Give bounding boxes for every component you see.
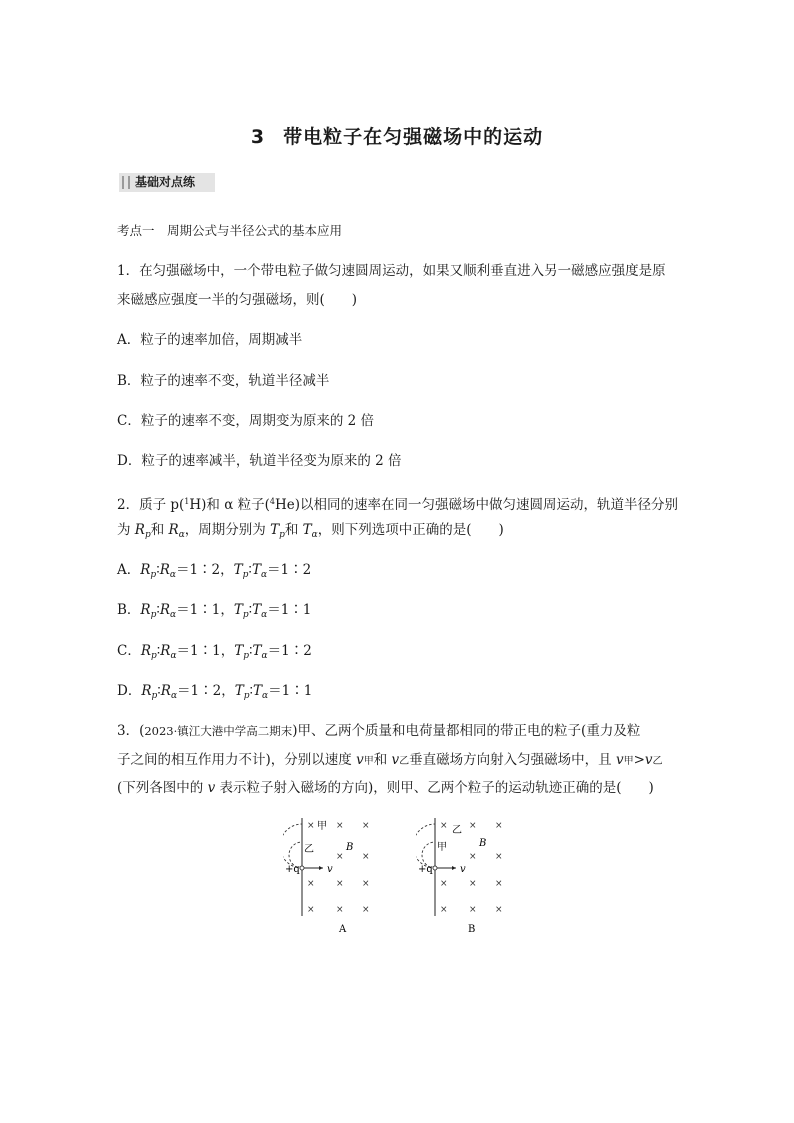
svg-text:×: × [307, 905, 315, 915]
svg-text:×: × [440, 905, 448, 915]
svg-text:×: × [362, 905, 370, 915]
particle-dot [300, 866, 304, 870]
outer-label: 甲 [317, 821, 327, 832]
trajectory-outer [416, 824, 435, 868]
outer-label: 乙 [452, 825, 462, 836]
field-label: B [479, 838, 487, 849]
svg-text:×: × [469, 821, 477, 831]
q1-option-c: C．粒子的速率不变，周期变为原来的 2 倍 [117, 413, 375, 429]
svg-text:×: × [495, 879, 503, 889]
q2-text-line1: 2．质子 p($^1$H)和 α 粒子($^4$He)以相同的速率在同一匀强磁场中做匀速圆周运动，轨道半径分别 [117, 497, 679, 513]
svg-text:×: × [440, 821, 448, 831]
arrowhead-icon [319, 866, 323, 870]
figure-caption: B [468, 924, 476, 935]
svg-text:×: × [469, 852, 477, 862]
page-title: 3 带电粒子在匀强磁场中的运动 [250, 126, 544, 148]
svg-text:×: × [336, 821, 344, 831]
svg-text:×: × [336, 879, 344, 889]
figure-a [283, 816, 383, 936]
velocity-label: v [327, 864, 333, 875]
svg-text:×: × [469, 905, 477, 915]
figure-caption: A [339, 924, 347, 935]
q3-text-line2: 子之间的相互作用力不计)，分别以速度 v甲和 v乙垂直磁场方向射入匀强磁场中，且 v甲>v乙 [117, 752, 663, 768]
velocity-label: v [460, 864, 466, 875]
arrowhead-icon [452, 866, 456, 870]
q1-text-line1: 1．在匀强磁场中，一个带电粒子做匀速圆周运动，如果又顺利垂直进入另一磁感应强度是原 [117, 263, 666, 279]
svg-text:×: × [362, 852, 370, 862]
q2-option-b: B．$R_p∶R_\alpha=1∶1$，$T_p∶T_\alpha=1∶1$ [117, 602, 312, 620]
svg-text:×: × [440, 879, 448, 889]
svg-text:×: × [307, 879, 315, 889]
q3-source: 2023·镇江大港中学高二期末 [144, 724, 293, 738]
svg-text:×: × [336, 852, 344, 862]
svg-text:×: × [495, 821, 503, 831]
q1-option-a: A．粒子的速率加倍，周期减半 [117, 332, 303, 348]
q1-text-line2: 来磁感应强度一半的匀强磁场，则( ) [117, 292, 358, 308]
svg-text:×: × [336, 905, 344, 915]
trajectory-outer [283, 824, 302, 868]
figure-b [416, 816, 516, 936]
svg-text:×: × [495, 905, 503, 915]
topic-heading: 考点一 周期公式与半径公式的基本应用 [117, 223, 343, 238]
inner-label: 乙 [304, 844, 314, 855]
q2-text-line2: 为 $R_p$和 $R_\alpha$，周期分别为 $T_p$和 $T_\alpha$，则下列选项中正确的是( ) [117, 522, 504, 540]
field-label: B [346, 842, 354, 853]
q2-option-d: D．$R_p∶R_\alpha=1∶2$，$T_p∶T_\alpha=1∶1$ [117, 683, 313, 701]
inner-label: 甲 [437, 842, 447, 853]
q2-option-c: C．$R_p∶R_\alpha=1∶1$，$T_p∶T_\alpha=1∶2$ [117, 643, 312, 661]
q1-option-d: D．粒子的速率减半，轨道半径变为原来的 2 倍 [117, 453, 402, 469]
particle-dot [433, 866, 437, 870]
tag-bars-icon [122, 176, 130, 189]
svg-text:×: × [307, 821, 315, 831]
q3-text-line1: 3．(2023·镇江大港中学高二期末)甲、乙两个质量和电荷量都相同的带正电的粒子(重力及粒 [117, 723, 641, 739]
q3-text-line3: (下列各图中的 v 表示粒子射入磁场的方向)，则甲、乙两个粒子的运动轨迹正确的是( ) [117, 780, 654, 796]
charge-label: +q [285, 864, 300, 875]
svg-text:×: × [362, 821, 370, 831]
svg-text:×: × [495, 852, 503, 862]
section-tag: 基础对点练 [119, 173, 215, 192]
q1-option-b: B．粒子的速率不变，轨道半径减半 [117, 373, 330, 389]
charge-label: +q [418, 864, 433, 875]
svg-text:×: × [362, 879, 370, 889]
svg-text:×: × [469, 879, 477, 889]
q2-option-a: A．$R_p∶R_\alpha=1∶2$，$T_p∶T_\alpha=1∶2$ [117, 562, 312, 580]
